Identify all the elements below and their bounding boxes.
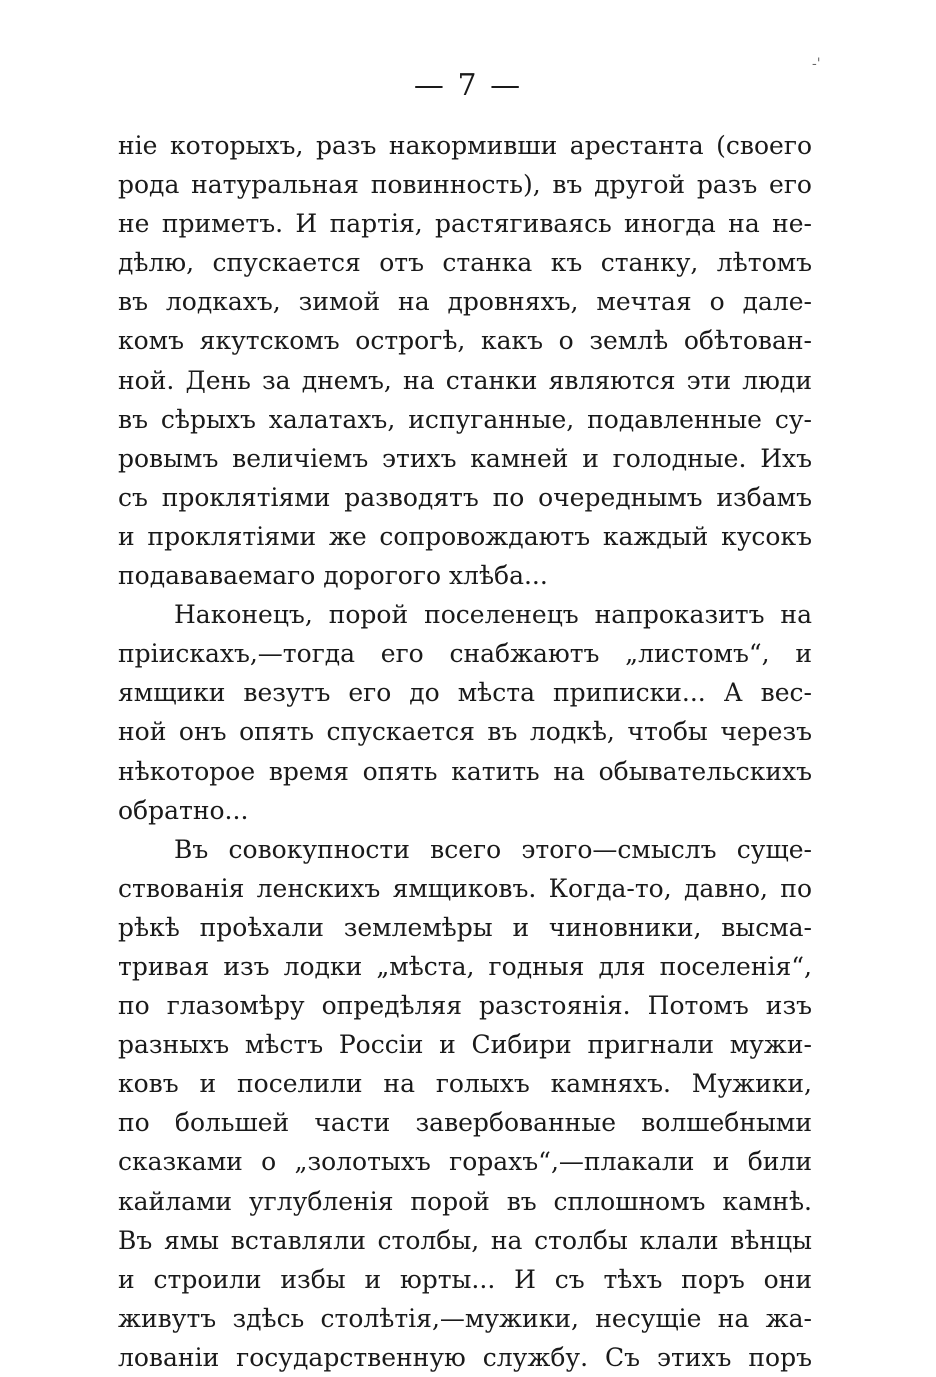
text-line: ствованія ленскихъ ямщиковъ. Когда-то, давно, по: [118, 873, 812, 903]
text-line: по глазомѣру опредѣляя разстоянія. Потомъ изъ: [118, 991, 812, 1021]
text-line: тривая изъ лодки „мѣста, годныя для поселенія“,: [118, 951, 812, 981]
text-line: комъ якутскомъ острогѣ, какъ о землѣ обѣтован-: [118, 326, 812, 356]
text-line: нѣкоторое время опять катить на обывательскихъ: [118, 756, 812, 786]
text-line: въ лодкахъ, зимой на дровняхъ, мечтая о дале-: [118, 287, 812, 317]
text-line: живутъ здѣсь столѣтія,—мужики, несущіе на жа-: [118, 1303, 812, 1333]
text-line: обратно...: [118, 795, 249, 825]
text-line: подававаемаго дорогого хлѣба...: [118, 561, 548, 591]
page-number: — 7 —: [413, 68, 523, 103]
text-line: рѣкѣ проѣхали землемѣры и чиновники, высма-: [118, 912, 812, 942]
text-line: ровымъ величіемъ этихъ камней и голодные. Ихъ: [118, 443, 812, 473]
text-line: Въ совокупности всего этого—смыслъ суще-: [174, 834, 812, 864]
text-line: съ проклятіями разводятъ по очереднымъ избамъ: [118, 482, 812, 512]
text-line: въ сѣрыхъ халатахъ, испуганные, подавленные су-: [118, 404, 812, 434]
text-line: ной онъ опять спускается въ лодкѣ, чтобы черезъ: [118, 717, 812, 747]
text-line: не приметъ. И партія, растягиваясь иногда на не-: [118, 209, 812, 239]
body-text: [118, 126, 812, 1377]
text-line: ковъ и поселили на голыхъ камняхъ. Мужики,: [118, 1069, 812, 1099]
text-line: лованіи государственную службу. Съ этихъ поръ: [118, 1342, 812, 1372]
text-line: Наконецъ, порой поселенецъ напроказитъ на: [174, 600, 812, 630]
text-line: дѣлю, спускается отъ станка къ станку, лѣтомъ: [118, 248, 812, 278]
text-line: ямщики везутъ его до мѣста приписки... А вес-: [118, 678, 812, 708]
text-line: ной. День за днемъ, на станки являются эти люди: [118, 365, 812, 395]
paragraph: [118, 595, 812, 830]
text-line: ніе которыхъ, разъ накормивши арестанта (своего: [118, 131, 812, 160]
text-line: и строили избы и юрты... И съ тѣхъ поръ они: [118, 1264, 812, 1294]
text-line: рода натуральная повинность), въ другой разъ его: [118, 170, 812, 200]
text-line: и проклятіями же сопровождаютъ каждый кусокъ: [118, 521, 812, 551]
text-line: пріискахъ,—тогда его снабжаютъ „листомъ“, и: [118, 639, 812, 669]
paragraph: [118, 126, 812, 595]
text-line: сказками о „золотыхъ горахъ“,—плакали и били: [118, 1147, 812, 1177]
text-line: кайлами углубленія порой въ сплошномъ камнѣ.: [118, 1186, 812, 1216]
text-line: Въ ямы вставляли столбы, на столбы клали вѣнцы: [118, 1225, 812, 1255]
corner-mark: -': [812, 56, 821, 72]
text-line: разныхъ мѣстъ Россіи и Сибири пригнали мужи-: [118, 1030, 812, 1060]
paragraph: [118, 830, 812, 1377]
text-line: по большей части завербованные волшебными: [118, 1108, 812, 1138]
